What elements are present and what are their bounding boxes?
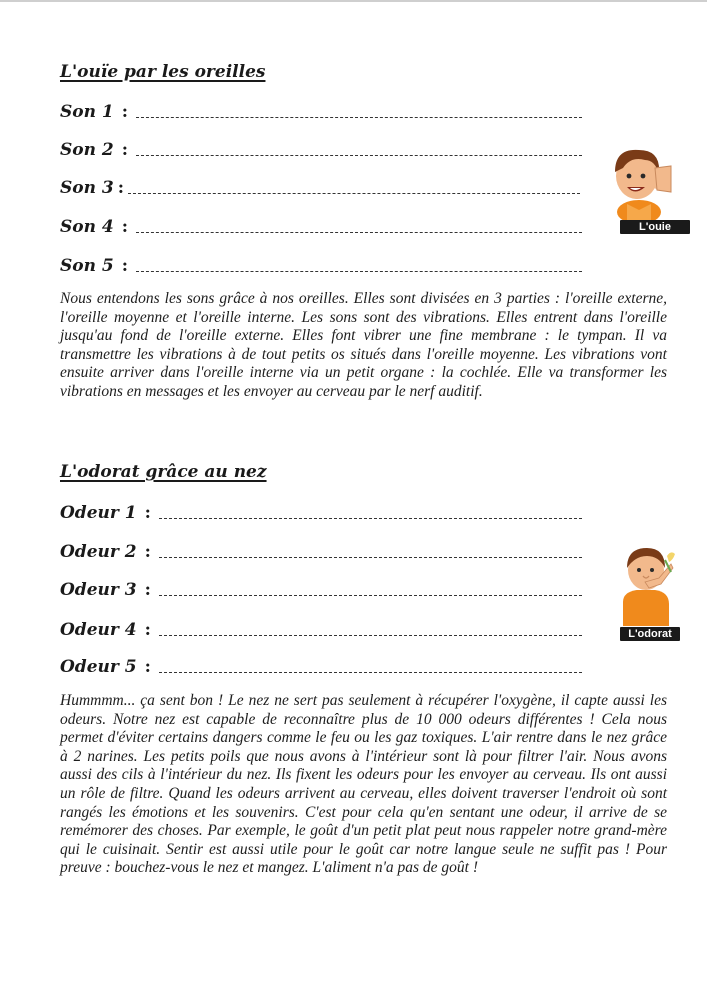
row-label: Son 5 (60, 256, 114, 276)
answer-row-son-3: Son 3 : (60, 178, 580, 198)
row-label: Son 3 (60, 178, 114, 198)
answer-row-odeur-4: Odeur 4 : (60, 620, 582, 640)
answer-row-son-4: Son 4 : (60, 217, 582, 237)
answer-line[interactable] (159, 672, 582, 673)
answer-line[interactable] (159, 557, 582, 558)
section-title-odorat: L'odorat grâce au nez (60, 462, 267, 482)
answer-line[interactable] (159, 635, 582, 636)
row-label: Odeur 5 (60, 657, 137, 677)
answer-line[interactable] (136, 155, 582, 156)
answer-line[interactable] (159, 518, 582, 519)
answer-row-son-5: Son 5 : (60, 256, 582, 276)
section-title-ouie: L'ouïe par les oreilles (60, 62, 266, 82)
paragraph-odorat: Hummmm... ça sent bon ! Le nez ne sert pas seulement à récupérer l'oxygène, il capte aussi les odeurs. Notre nez est capable de reconnaître plus de 10 000 odeurs différentes ! Cela nous permet d'éviter certains dangers comme le feu ou les gaz toxiques. L'air rentre dans le nez grâce à 2 narines. Les petits poils que nous avons à l'intérieur sont là pour filtrer l'air. Nous avons aussi des cils à l'intérieur du nez. Ils fixent les odeurs pour les envoyer au cerveau. Ils ont aussi un rôle de filtre. Quand les odeurs arrivent au cerveau, elles doivent traverser l'endroit où sont rangés les émotions et les souvenirs. C'est pour cela qu'en sentant une odeur, il arrive de se remémorer des choses. Par exemple, le goût d'un petit plat peut nous rappeler notre grand-mère qui le cuisinait. Sentir est aussi utile pour le goût car notre langue seule ne suffit pas ! Pour preuve : bouchez-vous le nez et mangez. L'aliment n'a pas de goût ! (60, 692, 667, 877)
answer-line[interactable] (136, 117, 582, 118)
row-label: Odeur 2 (60, 542, 137, 562)
answer-row-odeur-1: Odeur 1 : (60, 503, 582, 523)
answer-line[interactable] (136, 271, 582, 272)
row-label: Son 2 (60, 140, 114, 160)
scan-top-edge (0, 0, 707, 2)
answer-row-odeur-3: Odeur 3 : (60, 580, 582, 600)
row-label: Odeur 1 (60, 503, 137, 523)
paragraph-ouie: Nous entendons les sons grâce à nos oreilles. Elles sont divisées en 3 parties : l'oreille externe, l'oreille moyenne et l'oreille interne. Les sons sont des vibrations. Elles entrent dans l'oreille jusqu'au fond de l'oreille externe. Elles font vibrer une fine membrane : le tympan. Il va transmettre les vibrations à de tout petits os situés dans l'oreille moyenne. Les vibrations vont ensuite arriver dans l'oreille interne via un petit organe : la cochlée. Elle va transformer les vibrations en messages et les envoyer au cerveau par le nerf auditif. (60, 290, 667, 400)
sense-badge-odorat: L'odorat (620, 627, 680, 641)
answer-line[interactable] (128, 193, 580, 194)
smelling-boy-illustration (615, 542, 677, 626)
answer-row-son-1: Son 1 : (60, 102, 582, 122)
answer-line[interactable] (136, 232, 582, 233)
answer-row-odeur-2: Odeur 2 : (60, 542, 582, 562)
answer-row-son-2: Son 2 : (60, 140, 582, 160)
answer-row-odeur-5: Odeur 5 : (60, 657, 582, 677)
answer-line[interactable] (159, 595, 582, 596)
row-label: Odeur 3 (60, 580, 137, 600)
row-label: Son 1 (60, 102, 114, 122)
row-label: Son 4 (60, 217, 114, 237)
sense-badge-ouie: L'ouie (620, 220, 690, 234)
listening-boy-illustration (605, 140, 677, 220)
row-label: Odeur 4 (60, 620, 137, 640)
